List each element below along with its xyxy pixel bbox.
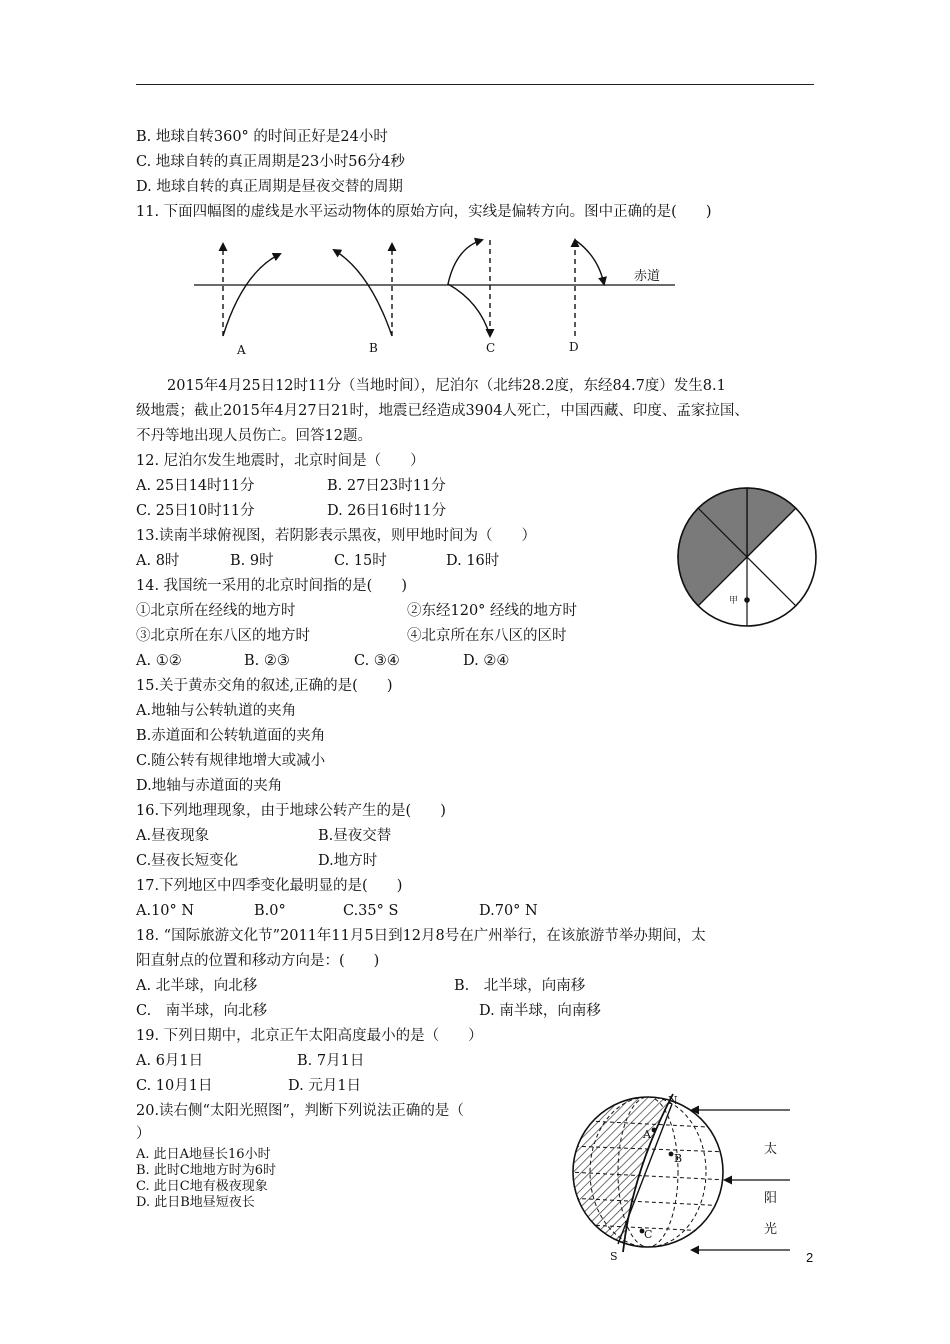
equator-label: 赤道 — [634, 269, 661, 284]
option-14c: C. ③④ — [354, 653, 400, 669]
point-jia — [744, 597, 750, 603]
curve-arrow-c — [448, 240, 490, 336]
statement-14-1: ①北京所在经线的地方时 — [136, 603, 296, 619]
option-15b: B.赤道面和公转轨道面的夹角 — [136, 728, 326, 744]
question-17: 17.下列地区中四季变化最明显的是( ) — [136, 878, 403, 894]
label-b: B — [674, 1152, 683, 1165]
option-18c: C. 南半球，向北移 — [136, 1003, 268, 1019]
option-17b: B.0° — [254, 903, 286, 919]
point-a — [652, 1128, 657, 1133]
intro-line-3: 不丹等地出现人员伤亡。回答12题。 — [136, 428, 372, 444]
option-20d: D. 此日B地昼短夜长 — [136, 1195, 255, 1210]
sunlight-figure — [568, 1092, 800, 1264]
question-11: 11. 下面四幅图的虚线是水平运动物体的原始方向，实线是偏转方向。图中正确的是( ) — [136, 204, 712, 220]
point-b — [669, 1152, 674, 1157]
option-13d: D. 16时 — [446, 553, 500, 569]
question-20-close: ） — [136, 1126, 151, 1142]
option-19b: B. 7月1日 — [297, 1053, 365, 1069]
option-20a: A. 此日A地昼长16小时 — [136, 1147, 271, 1162]
sun-char-1: 太 — [764, 1142, 778, 1157]
label-s: S — [610, 1250, 618, 1263]
option-20c: C. 此日C地有极夜现象 — [136, 1179, 268, 1194]
curve-arrow-a — [223, 254, 280, 336]
option-15d: D.地轴与赤道面的夹角 — [136, 778, 283, 794]
question-14: 14. 我国统一采用的北京时间指的是( ) — [136, 578, 407, 594]
option-18a: A. 北半球，向北移 — [136, 978, 258, 994]
question-15: 15.关于黄赤交角的叙述,正确的是( ) — [136, 678, 393, 694]
statement-14-2: ②东经120° 经线的地方时 — [407, 603, 578, 619]
coriolis-figure — [180, 232, 680, 358]
label-jia: 甲 — [729, 596, 739, 606]
option-19a: A. 6月1日 — [136, 1053, 204, 1069]
option-15c: C.随公转有规律地增大或减小 — [136, 753, 326, 769]
option-10d: D. 地球自转的真正周期是昼夜交替的周期 — [136, 179, 403, 195]
label-d: D — [569, 340, 579, 354]
header-rule — [136, 84, 814, 85]
page-number: 2 — [806, 1250, 814, 1265]
statement-14-3: ③北京所在东八区的地方时 — [136, 628, 310, 644]
question-18-line1: 18. “国际旅游文化节”2011年11月5日到12月8号在广州举行，在该旅游节举办期间，太 — [136, 928, 706, 944]
option-14d: D. ②④ — [463, 653, 510, 669]
label-c: C — [486, 341, 496, 355]
option-13c: C. 15时 — [334, 553, 387, 569]
option-17a: A.10° N — [136, 903, 195, 919]
label-a: A — [237, 343, 246, 357]
question-16: 16.下列地理现象，由于地球公转产生的是( ) — [136, 803, 446, 819]
option-17c: C.35° S — [343, 903, 399, 919]
intro-line-1: 2015年4月25日12时11分（当地时间），尼泊尔（北纬28.2度，东经84.7度）发生8.1 — [167, 378, 726, 394]
label-n: N — [668, 1094, 678, 1107]
curve-arrow-d — [575, 240, 604, 284]
label-a: A — [643, 1128, 651, 1141]
label-c: C — [644, 1228, 653, 1241]
option-14b: B. ②③ — [244, 653, 290, 669]
option-16c: C.昼夜长短变化 — [136, 853, 239, 869]
label-b: B — [369, 341, 378, 355]
question-18-line2: 阳直射点的位置和移动方向是：( ) — [136, 953, 380, 969]
option-13a: A. 8时 — [136, 553, 180, 569]
option-14a: A. ①② — [136, 653, 182, 669]
option-12a: A. 25日14时11分 — [136, 478, 255, 494]
intro-line-2: 级地震；截止2015年4月27日21时，地震已经造成3904人死亡，中国西藏、印度、孟家拉国、 — [136, 403, 749, 419]
option-18d: D. 南半球，向南移 — [479, 1003, 601, 1019]
option-16a: A.昼夜现象 — [136, 828, 210, 844]
option-10b: B. 地球自转360° 的时间正好是24小时 — [136, 129, 388, 145]
sun-char-2: 阳 — [764, 1191, 778, 1206]
option-12b: B. 27日23时11分 — [327, 478, 446, 494]
statement-14-4: ④北京所在东八区的区时 — [407, 628, 567, 644]
curve-arrow-b — [334, 250, 392, 336]
option-19c: C. 10月1日 — [136, 1078, 213, 1094]
question-19: 19. 下列日期中，北京正午太阳高度最小的是（ ） — [136, 1028, 483, 1044]
option-19d: D. 元月1日 — [288, 1078, 362, 1094]
question-20: 20.读右侧“太阳光照图”，判断下列说法正确的是（ — [136, 1103, 464, 1119]
question-12: 12. 尼泊尔发生地震时，北京时间是（ ） — [136, 453, 425, 469]
option-16b: B.昼夜交替 — [318, 828, 392, 844]
sun-char-3: 光 — [764, 1222, 778, 1237]
polar-view-figure — [674, 484, 820, 630]
option-20b: B. 此时C地地方时为6时 — [136, 1163, 277, 1178]
option-12d: D. 26日16时11分 — [327, 503, 447, 519]
option-10c: C. 地球自转的真正周期是23小时56分4秒 — [136, 154, 405, 170]
option-12c: C. 25日10时11分 — [136, 503, 255, 519]
option-18b: B. 北半球，向南移 — [454, 978, 586, 994]
option-16d: D.地方时 — [318, 853, 378, 869]
option-17d: D.70° N — [479, 903, 538, 919]
option-15a: A.地轴与公转轨道的夹角 — [136, 703, 297, 719]
option-13b: B. 9时 — [230, 553, 274, 569]
question-13: 13.读南半球俯视图，若阴影表示黑夜，则甲地时间为（ ） — [136, 528, 537, 544]
